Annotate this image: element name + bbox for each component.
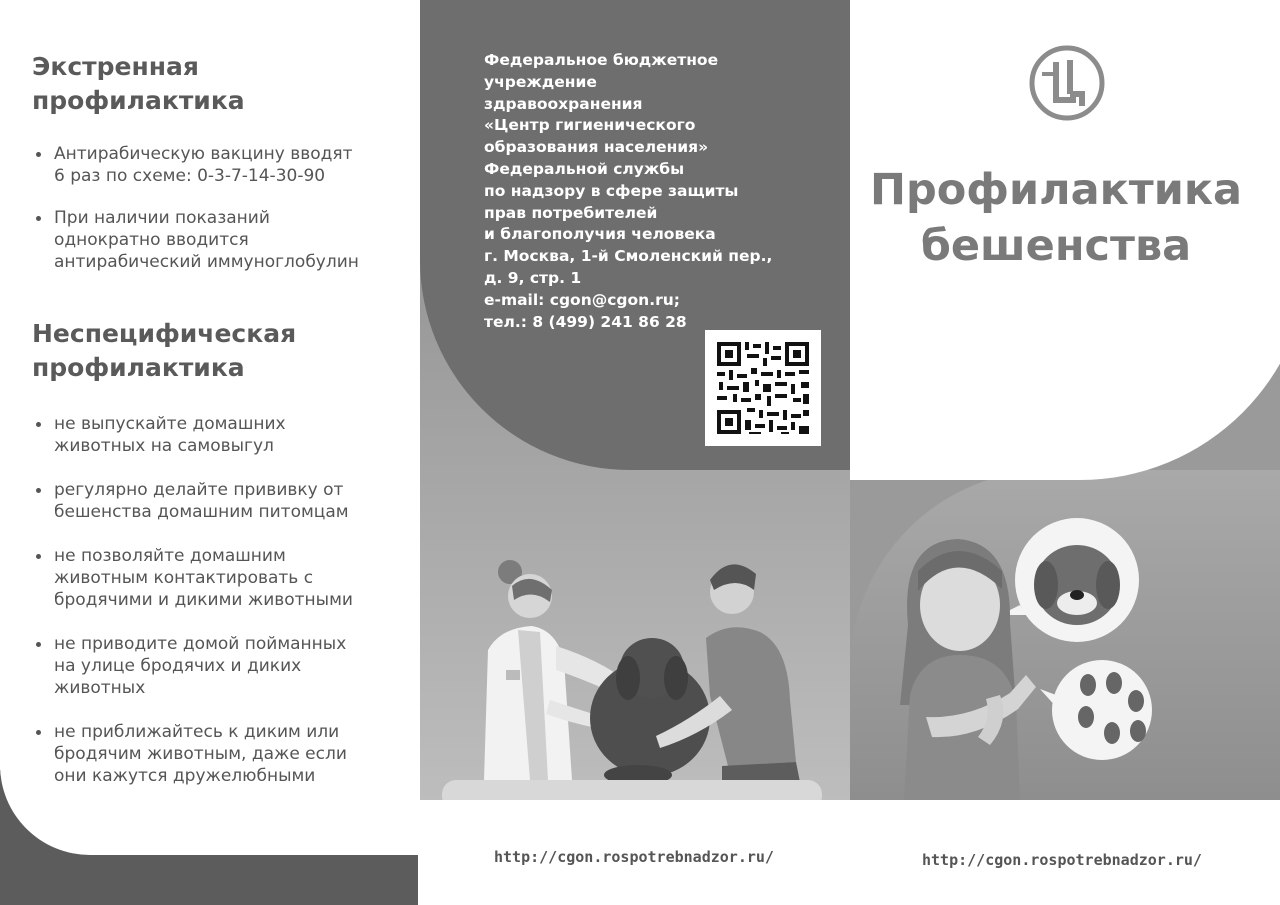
list-item: не выпускайте домашних животных на самовыгул: [32, 413, 402, 457]
brochure-title: Профилактика бешенства: [869, 165, 1243, 271]
exam-table: [442, 780, 822, 800]
right-panel: [850, 0, 1280, 800]
nonspecific-prophylaxis-list: [32, 413, 402, 787]
list-item: При наличии показаний однократно вводится антирабический иммуноглобулин: [32, 207, 402, 273]
left-panel: [0, 0, 418, 905]
qr-code-icon[interactable]: [705, 330, 821, 446]
cgon-logo-icon: [1028, 44, 1106, 122]
left-content-card: [0, 0, 418, 855]
list-item: не позволяйте домашним животным контактировать с бродячими и дикими животными: [32, 545, 402, 611]
vet-vaccination-illustration: [460, 550, 840, 790]
list-item: не приводите домой пойманных на улице бродячих и диких животных: [32, 633, 402, 699]
list-item: Антирабическую вакцину вводят 6 раз по схеме: 0-3-7-14-30-90: [32, 143, 402, 187]
organization-contacts: Федеральное бюджетное учреждение здравоохранения «Центр гигиенического образования населения» Федеральной службы по надзору в сфере защиты прав потребителей и благополучия человека г. Москва, 1-й Смоленский пер., д. 9, стр. 1 e-mail: cgon@cgon.ru; тел.: 8 (499) 241 86 28: [484, 51, 773, 331]
middle-panel: [420, 0, 850, 800]
website-link[interactable]: http://cgon.rospotrebnadzor.ru/: [494, 848, 774, 866]
emergency-prophylaxis-list: [32, 143, 402, 273]
website-link[interactable]: http://cgon.rospotrebnadzor.ru/: [922, 851, 1202, 869]
nonspecific-prophylaxis-title: Неспецифическая профилактика: [32, 319, 297, 382]
list-item: не приближайтесь к диким или бродячим животным, даже если они кажутся дружелюбными: [32, 721, 402, 787]
worried-woman-illustration: [860, 505, 1280, 800]
emergency-prophylaxis-title: Экстренная профилактика: [32, 52, 245, 115]
list-item: регулярно делайте прививку от бешенства домашним питомцам: [32, 479, 402, 523]
